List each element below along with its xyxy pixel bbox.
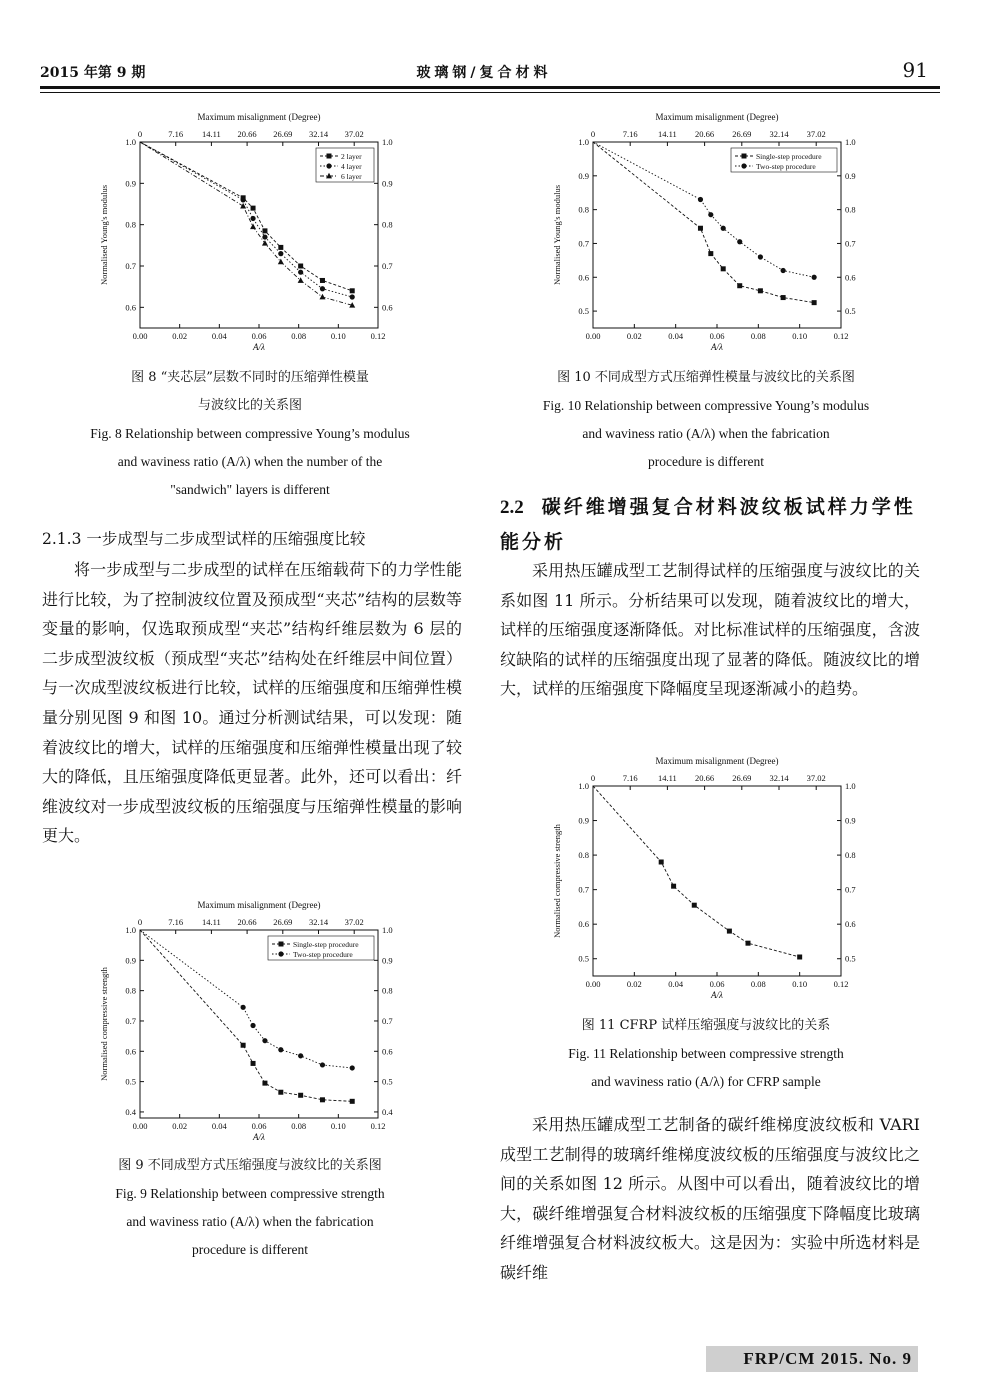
legend-label: 2 layer [341,152,362,161]
data-point [350,294,355,299]
legend-label: Single-step procedure [756,152,822,161]
y-tick-label: 0.9 [125,955,136,966]
data-point [298,264,303,269]
subsection-heading: 2.1.3 一步成型与二步成型试样的压缩强度比较 [42,530,366,548]
body-paragraph-right-1 [500,556,920,704]
y-tick-label: 1.0 [578,137,589,147]
data-point [278,1090,283,1095]
figure-11-caption [494,1012,918,1096]
paragraph-text: 采用热压罐成型工艺制备的碳纤维梯度波纹板和 VARI 成型工艺制得的玻璃纤维梯度波纹板的压缩强度与波纹比之间的关系如图 12 所示。从图中可以看出，随着波纹比的增大，碳纤维增强复合材料波纹板的压缩强度下降幅度比玻璃纤维增强复合材料波纹板大。这是因为：实验中所选材料是碳纤维 [500,1115,920,1282]
x-tick-label: 0.00 [585,331,601,341]
figure-10-chart [548,108,863,356]
x-tick-label: 0.04 [668,979,684,989]
data-point [278,1047,283,1052]
top-tick-label: 7.16 [168,129,184,139]
top-tick-label: 32.14 [769,773,789,783]
legend-marker [278,951,283,956]
top-tick-label: 20.66 [237,129,257,139]
top-tick-label: 20.66 [237,917,257,927]
series-line [593,786,800,957]
y-tick-label: 0.8 [125,219,136,230]
y-tick-label: 0.8 [578,204,589,215]
top-tick-label: 7.16 [622,129,638,139]
x-tick-label: 0.10 [330,331,346,341]
caption-en: procedure is different [648,454,764,469]
y-tick-label: 0.5 [578,953,589,964]
data-point [278,251,283,256]
data-point [746,941,751,946]
data-point [350,1065,355,1070]
chart-title: Maximum misalignment (Degree) [655,112,779,122]
y-tick-label-right: 0.6 [845,919,856,930]
data-point [659,860,664,865]
y-axis-label: Normalised Young's modulus [552,185,562,285]
legend-marker [326,163,331,168]
figure-8-chart [95,108,400,356]
figure-9-caption [40,1152,460,1264]
top-tick-label: 7.16 [168,917,184,927]
legend-marker [741,163,746,168]
data-point [251,1061,256,1066]
legend-marker [742,154,747,159]
y-tick-label-right: 1.0 [382,925,393,935]
data-point [708,251,713,256]
y-tick-label: 0.6 [578,272,589,283]
legend-marker [279,942,284,947]
y-tick-label-right: 0.7 [382,261,393,271]
chart-title: Maximum misalignment (Degree) [197,900,321,910]
top-tick-label: 0 [137,917,143,927]
legend-label: 4 layer [341,162,362,171]
y-tick-label-right: 0.8 [845,850,856,861]
x-tick-label: 0.08 [291,331,307,341]
data-point [320,1062,325,1067]
y-tick-label-right: 0.9 [845,815,856,826]
data-point [708,212,713,217]
journal-footer: FRP/CM 2015. No. 9 [706,1346,918,1372]
x-axis-label: A/λ [253,342,265,352]
caption-en: procedure is different [192,1242,308,1257]
data-point [721,226,726,231]
x-tick-label: 0.06 [251,331,267,341]
data-point [262,234,267,239]
top-tick-label: 32.14 [769,129,789,139]
data-point [350,1099,355,1104]
x-tick-label: 0.10 [792,331,808,341]
caption-cn: 图 9 不同成型方式压缩强度与波纹比的关系图 [118,1158,382,1173]
data-point [262,1081,267,1086]
caption-cn: 图 8 “夹芯层”层数不同时的压缩弹性模量 [131,370,369,385]
y-tick-label-right: 0.6 [382,302,393,313]
y-tick-label: 0.6 [578,919,589,930]
data-point [692,903,697,908]
y-tick-label-right: 0.6 [382,1046,393,1057]
data-point [298,1093,303,1098]
y-tick-label-right: 0.5 [845,953,856,964]
x-tick-label: 0.04 [668,331,684,341]
y-tick-label: 0.8 [125,985,136,996]
y-tick-label-right: 0.7 [845,238,856,249]
x-tick-label: 0.04 [211,331,227,341]
caption-en: and waviness ratio (A/λ) when the fabrication [126,1214,374,1229]
caption-cn: 图 11 CFRP 试样压缩强度与波纹比的关系 [581,1018,831,1033]
y-axis-label: Normalised compressive strength [99,967,109,1081]
data-point [737,239,742,244]
top-tick-label: 14.11 [657,773,677,783]
x-tick-label: 0.12 [833,979,849,989]
y-tick-label: 0.5 [125,1076,136,1087]
issue-label: 2015 年第 9 期 [40,65,146,81]
running-header [40,58,928,82]
data-point [241,197,246,202]
paragraph-text: 将一步成型与二步成型的试样在压缩载荷下的力学性能进行比较，为了控制波纹位置及预成型“夹芯”结构的层数等变量的影响，仅选取预成型“夹芯”结构纤维层数为 6 层的二步成型波纹板（预成型“夹芯”结构处在纤维层中间位置）与一次成型波纹板进行比较，试样的压缩强度和压缩弹性模量分别见图 9 和图 10。通过分析测试结果，可以发现：随着波纹比的增大，试样的压缩强度和压缩弹性模量出现了较大的降低，且压缩强度降低更显著。此外，还可以看出：纤维波纹对一步成型波纹板的压缩强度与压缩弹性模量的影响更大。 [42,560,462,846]
data-point [758,288,763,293]
x-axis-label: A/λ [711,342,723,352]
data-point [250,1023,255,1028]
y-tick-label-right: 0.7 [845,884,856,895]
y-tick-label-right: 0.6 [845,272,856,283]
figure-8-caption [40,364,460,504]
data-point [671,884,676,889]
top-tick-label: 32.14 [308,917,329,927]
data-point [781,268,786,273]
y-tick-label: 1.0 [125,137,136,147]
top-tick-label: 37.02 [806,129,826,139]
x-tick-label: 0.10 [330,1121,346,1131]
x-tick-label: 0.00 [132,331,148,341]
caption-en: Fig. 11 Relationship between compressive strength [568,1046,844,1061]
x-tick-label: 0.00 [132,1121,148,1131]
top-tick-label: 26.69 [273,129,293,139]
caption-cn: 与波纹比的关系图 [197,398,302,413]
figure-10-caption [494,364,918,476]
x-tick-label: 0.08 [750,331,766,341]
data-point [698,226,703,231]
y-tick-label: 0.9 [578,815,589,826]
y-axis-label: Normalised Young's modulus [99,185,109,285]
body-paragraph-left [42,555,462,851]
y-tick-label: 0.6 [125,302,136,313]
legend-label: Single-step procedure [293,940,359,949]
y-tick-label-right: 0.8 [382,985,393,996]
top-tick-label: 14.11 [201,129,221,139]
y-axis-label: Normalised compressive strength [552,824,562,938]
x-tick-label: 0.00 [585,979,601,989]
y-tick-label: 0.6 [125,1046,136,1057]
chart-title: Maximum misalignment (Degree) [197,112,321,122]
y-tick-label: 0.7 [125,261,136,271]
legend-label: 6 layer [341,172,362,181]
x-axis-label: A/λ [711,990,723,1000]
y-tick-label-right: 0.5 [845,306,856,317]
data-point [298,1053,303,1058]
caption-en: and waviness ratio (A/λ) when the number of the [117,454,383,469]
data-point [262,240,268,246]
x-axis-label: A/λ [253,1132,265,1142]
data-point [812,300,817,305]
y-tick-label-right: 0.9 [382,178,393,189]
legend-label: Two-step procedure [756,162,816,171]
y-tick-label-right: 0.7 [382,1015,393,1026]
page-number: 91 [902,58,928,82]
y-tick-label: 0.7 [125,1015,136,1026]
top-tick-label: 26.69 [732,129,752,139]
top-tick-label: 7.16 [622,773,638,783]
top-tick-label: 32.14 [308,129,329,139]
data-point [781,295,786,300]
top-tick-label: 37.02 [806,773,826,783]
y-tick-label-right: 1.0 [382,137,393,147]
x-tick-label: 0.06 [251,1121,267,1131]
header-rule-thick [40,86,940,89]
y-tick-label-right: 0.9 [845,170,856,181]
data-point [812,275,817,280]
x-tick-label: 0.08 [291,1121,307,1131]
paragraph-text: 采用热压罐成型工艺制得试样的压缩强度与波纹比的关系如图 11 所示。分析结果可以发现，随着波纹比的增大，试样的压缩强度逐渐降低。对比标准试样的压缩强度，含波纹缺陷的试样的压缩强度出现了显著的降低。随波纹比的增大，试样的压缩强度下降幅度呈现逐渐减小的趋势。 [500,561,920,699]
x-tick-label: 0.08 [750,979,766,989]
y-tick-label: 0.8 [578,850,589,861]
data-point [278,259,284,265]
figure-9-chart [95,896,400,1146]
data-point [319,294,325,300]
top-tick-label: 37.02 [344,917,364,927]
data-point [320,1097,325,1102]
x-tick-label: 0.06 [709,979,725,989]
data-point [250,224,256,230]
data-point [758,254,763,259]
x-tick-label: 0.12 [370,1121,386,1131]
data-point [241,1005,246,1010]
chart-title: Maximum misalignment (Degree) [655,756,779,766]
figure-11-chart [548,752,863,1004]
data-point [350,288,355,293]
data-point [320,286,325,291]
top-tick-label: 26.69 [732,773,752,783]
journal-title: 玻璃钢/复合材料 [416,65,552,81]
top-tick-label: 0 [590,773,596,783]
data-point [727,929,732,934]
x-tick-label: 0.06 [709,331,725,341]
x-tick-label: 0.04 [211,1121,227,1131]
data-point [721,266,726,271]
y-tick-label: 0.4 [125,1106,136,1117]
x-tick-label: 0.10 [792,979,808,989]
data-point [698,197,703,202]
data-point [251,206,256,211]
top-tick-label: 20.66 [695,773,715,783]
top-tick-label: 0 [137,129,143,139]
header-rule-thin [40,92,940,93]
data-point [250,216,255,221]
section-title: 碳纤维增强复合材料波纹板试样力学性能分析 [500,496,916,553]
y-tick-label-right: 1.0 [845,781,856,791]
y-tick-label-right: 1.0 [845,137,856,147]
plot-frame [593,786,841,976]
top-tick-label: 26.69 [273,917,293,927]
y-tick-label-right: 0.8 [845,204,856,215]
x-tick-label: 0.12 [370,331,386,341]
data-point [797,955,802,960]
x-tick-label: 0.02 [626,331,642,341]
top-tick-label: 20.66 [695,129,715,139]
y-tick-label: 0.7 [578,884,589,895]
y-tick-label-right: 0.4 [382,1106,393,1117]
caption-en: and waviness ratio (A/λ) when the fabrication [582,426,830,441]
section-number: 2.2 [500,497,524,518]
data-point [278,245,283,250]
data-point [320,278,325,283]
data-point [737,283,742,288]
caption-cn: 图 10 不同成型方式压缩弹性模量与波纹比的关系图 [557,370,855,385]
y-tick-label: 1.0 [578,781,589,791]
y-tick-label: 1.0 [125,925,136,935]
data-point [298,270,303,275]
top-tick-label: 37.02 [344,129,364,139]
y-tick-label: 0.9 [125,178,136,189]
x-tick-label: 0.12 [833,331,849,341]
y-tick-label-right: 0.9 [382,955,393,966]
data-point [241,1043,246,1048]
caption-en: Fig. 8 Relationship between compressive Young’s modulus [90,426,410,441]
y-tick-label: 0.7 [578,238,589,249]
data-point [262,1038,267,1043]
legend-label: Two-step procedure [293,950,353,959]
legend-marker [327,154,332,159]
section-heading [500,490,920,559]
x-tick-label: 0.02 [626,979,642,989]
caption-en: and waviness ratio (A/λ) for CFRP sample [591,1074,821,1089]
caption-en: "sandwich" layers is different [170,482,330,497]
y-tick-label-right: 0.8 [382,219,393,230]
caption-en: Fig. 10 Relationship between compressive Young’s modulus [542,398,870,413]
data-point [262,228,267,233]
y-tick-label-right: 0.5 [382,1076,393,1087]
y-tick-label: 0.9 [578,170,589,181]
y-tick-label: 0.5 [578,306,589,317]
top-tick-label: 14.11 [657,129,677,139]
x-tick-label: 0.02 [172,1121,188,1131]
body-paragraph-right-2 [500,1110,920,1288]
top-tick-label: 0 [590,129,596,139]
caption-en: Fig. 9 Relationship between compressive strength [115,1186,385,1201]
top-tick-label: 14.11 [201,917,221,927]
x-tick-label: 0.02 [172,331,188,341]
